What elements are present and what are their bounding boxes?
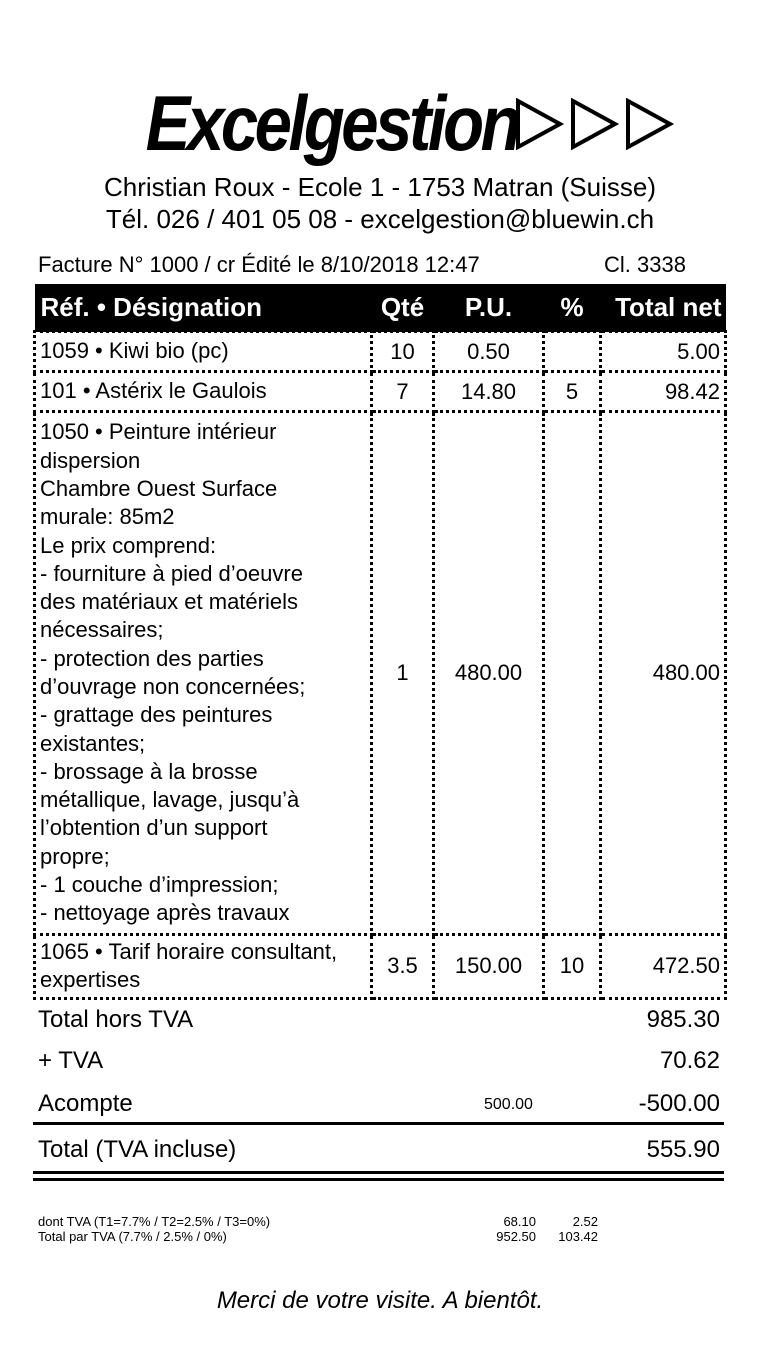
item-total: 98.42 bbox=[601, 372, 726, 412]
tva-detail-row bbox=[38, 1214, 598, 1230]
table-row bbox=[35, 412, 726, 935]
item-discount: 10 bbox=[544, 935, 601, 999]
tva-detail-value: 2.52 bbox=[572, 1214, 598, 1229]
designation-line: 1059 • Kiwi bio (pc) bbox=[40, 338, 229, 364]
item-designation bbox=[35, 372, 372, 412]
designation-line: propre; bbox=[40, 843, 110, 869]
brand-header bbox=[0, 78, 760, 169]
item-discount: 5 bbox=[544, 372, 601, 412]
client-number: Cl. 3338 bbox=[604, 252, 686, 277]
designation-line: 101 • Astérix le Gaulois bbox=[40, 378, 267, 404]
invoice-items-table bbox=[33, 284, 727, 1000]
designation-line: expertises bbox=[40, 967, 141, 993]
company-contact: Tél. 026 / 401 05 08 - excelgestion@bluewin.ch bbox=[105, 204, 655, 234]
designation-line: nécessaires; bbox=[40, 617, 164, 643]
designation-line: Le prix comprend: bbox=[40, 532, 217, 558]
designation-line: murale: 85m2 bbox=[40, 504, 175, 530]
designation-line: d’ouvrage non concernées; bbox=[40, 674, 306, 699]
col-header-designation: Réf. • Désignation bbox=[35, 284, 372, 332]
item-designation bbox=[35, 412, 372, 935]
tva-detail-label: Total par TVA (7.7% / 2.5% / 0%) bbox=[38, 1229, 227, 1244]
tva-label: + TVA bbox=[38, 1047, 104, 1074]
designation-line: - grattage des peintures bbox=[40, 702, 273, 728]
acompte-amount: -500.00 bbox=[638, 1090, 720, 1117]
designation-line: existantes; bbox=[40, 730, 146, 756]
designation-line: - protection des parties bbox=[40, 645, 264, 671]
tva-amount: 70.62 bbox=[659, 1047, 720, 1074]
item-unit-price: 150.00 bbox=[434, 935, 544, 999]
item-unit-price: 0.50 bbox=[434, 332, 544, 372]
tva-detail-value: 68.10 bbox=[503, 1214, 536, 1229]
grand-total-label: Total (TVA incluse) bbox=[38, 1136, 237, 1163]
invoice-info: Facture N° 1000 / cr Édité le 8/10/2018 12:47 bbox=[38, 252, 480, 277]
total-hors-tva-label: Total hors TVA bbox=[38, 1006, 194, 1033]
acompte-line bbox=[38, 1090, 720, 1120]
designation-line: Chambre Ouest Surface bbox=[40, 475, 278, 501]
acompte-paid: 500.00 bbox=[484, 1096, 533, 1113]
logo-text: Excelgestion bbox=[145, 79, 519, 167]
tva-line bbox=[38, 1047, 720, 1077]
designation-line: 1050 • Peinture intérieur bbox=[40, 419, 277, 445]
col-header-unit-price: P.U. bbox=[434, 284, 544, 332]
col-header-qte: Qté bbox=[372, 284, 434, 332]
designation-line: - brossage à la brosse bbox=[40, 758, 258, 784]
designation-line: - 1 couche d’impression; bbox=[40, 872, 279, 898]
tva-detail-row bbox=[38, 1229, 598, 1245]
item-designation bbox=[35, 332, 372, 372]
tva-detail-value: 103.42 bbox=[558, 1229, 598, 1244]
triple-play-arrows-icon bbox=[515, 98, 675, 150]
item-qte: 10 bbox=[372, 332, 434, 372]
acompte-label: Acompte bbox=[38, 1090, 133, 1117]
designation-line: l’obtention d’un support bbox=[40, 815, 268, 841]
table-row bbox=[35, 935, 726, 999]
company-address: Christian Roux - Ecole 1 - 1753 Matran (Suisse) bbox=[103, 172, 656, 202]
table-row bbox=[35, 372, 726, 412]
col-header-discount: % bbox=[544, 284, 601, 332]
thank-you-message: Merci de votre visite. A bientôt. bbox=[216, 1287, 544, 1314]
item-unit-price: 480.00 bbox=[434, 412, 544, 935]
col-header-total-net: Total net bbox=[601, 284, 726, 332]
item-qte: 3.5 bbox=[372, 935, 434, 999]
divider bbox=[33, 1178, 724, 1181]
item-unit-price: 14.80 bbox=[434, 372, 544, 412]
item-total: 480.00 bbox=[601, 412, 726, 935]
divider bbox=[33, 1171, 724, 1174]
total-hors-tva-amount: 985.30 bbox=[646, 1006, 720, 1033]
designation-line: 1065 • Tarif horaire consultant, bbox=[40, 939, 338, 964]
item-qte: 1 bbox=[372, 412, 434, 935]
item-discount bbox=[544, 412, 601, 935]
item-total: 5.00 bbox=[601, 332, 726, 372]
table-header-row bbox=[35, 284, 726, 332]
table-row bbox=[35, 332, 726, 372]
designation-line: - nettoyage après travaux bbox=[40, 900, 290, 926]
grand-total-amount: 555.90 bbox=[646, 1136, 720, 1163]
item-qte: 7 bbox=[372, 372, 434, 412]
divider bbox=[33, 1122, 724, 1125]
designation-line: métallique, lavage, jusqu’à bbox=[40, 787, 300, 813]
total-hors-tva bbox=[38, 1006, 720, 1036]
grand-total bbox=[38, 1136, 720, 1166]
designation-line: des matériaux et matériels bbox=[40, 589, 298, 615]
item-total: 472.50 bbox=[601, 935, 726, 999]
item-discount bbox=[544, 332, 601, 372]
tva-detail-value: 952.50 bbox=[496, 1229, 536, 1244]
designation-line: - fourniture à pied d’oeuvre bbox=[40, 560, 303, 586]
item-designation bbox=[35, 935, 372, 999]
tva-detail-label: dont TVA (T1=7.7% / T2=2.5% / T3=0%) bbox=[38, 1214, 271, 1229]
designation-line: dispersion bbox=[40, 447, 141, 473]
